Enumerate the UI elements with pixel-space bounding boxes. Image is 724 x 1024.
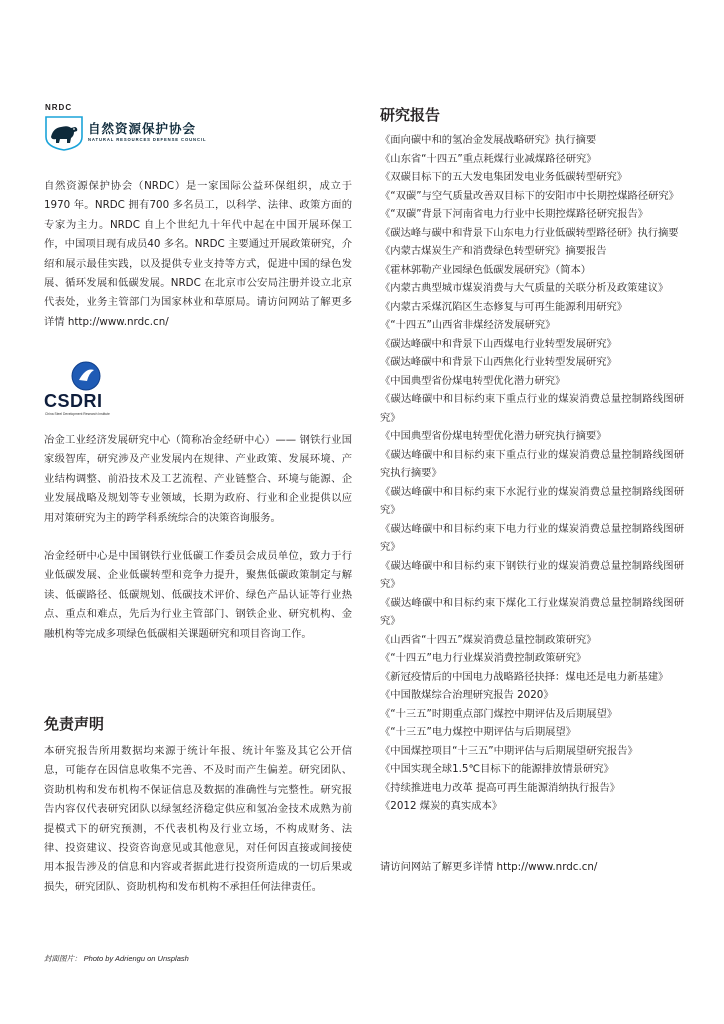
report-item: 《新冠疫情后的中国电力战略路径抉择：煤电还是电力新基建》: [380, 670, 669, 683]
report-item: 《持续推进电力改革 提高可再生能源消纳执行报告》: [380, 781, 621, 794]
reports-list: [380, 131, 684, 816]
report-item: 《内蒙古煤炭生产和消费绿色转型研究》摘要报告: [380, 245, 607, 257]
disclaimer-text: 本研究报告所用数据均来源于统计年报、统计年鉴及其它公开信息，可能存在因信息收集不完善、不及时而产生偏差。研究团队、资助机构和发布机构不保证信息及数据的准确性与完整性。研究报告内容仅代表研究团队以绿氢经济稳定供应和氢冶金技术成熟为前提模式下的研究预测，不代表机构及行业立场，不构成财务、法律、投资建议、投资咨询意见或其他意见，对任何因直接或间接使用本报告涉及的信息和内容或者据此进行投资所造成的一切后果或损失，研究团队、资助机构和发布机构不承担任何法律责任。: [44, 745, 352, 893]
report-item: 《双碳目标下的五大发电集团发电业务低碳转型研究》: [380, 171, 628, 183]
csdri-emblem-icon: [70, 361, 102, 391]
report-item: 《碳达峰碳中和目标约束下水泥行业的煤炭消费总量控制路线图研究》: [380, 485, 684, 516]
csdri-logo-subtitle: China Steel Development Research Institute: [45, 412, 110, 416]
report-item: 《碳达峰碳中和背景下山西煤电行业转型发展研究》: [380, 337, 617, 350]
nrdc-name-en: NATURAL RESOURCES DEFENSE COUNCIL: [88, 137, 207, 142]
report-item: 《“十三五”时期重点部门煤控中期评估及后期展望》: [380, 707, 618, 720]
nrdc-logo: [44, 103, 244, 151]
report-item: 《霍林郭勒产业园绿色低碳发展研究》（简本）: [380, 263, 592, 276]
nrdc-description: 自然资源保护协会（NRDC）是一家国际公益环保组织，成立于1970 年。NRDC 拥有700 多名员工，以科学、法律、政策方面的专家为主力。NRDC 自上个世纪九十年代中起在中国开展环保工作，中国项目现有成员40 多名。NRDC 主要通过开展政策研究，介绍和展示最佳实践，以及提供专业支持等方式，促进中国的绿色发展、循环发展和低碳发展。NRDC 在北京市公安局注册并设立北京代表处，业务主管部门为国家林业和草原局。请访问网站了解更多详情 http://www.nrdc.cn/: [44, 180, 352, 328]
report-item: 《中国典型省份煤电转型优化潜力研究执行摘要》: [380, 430, 607, 442]
report-item: 《碳达峰碳中和目标约束下重点行业的煤炭消费总量控制路线图研究》: [380, 393, 684, 424]
report-item: 《山西省“十四五”煤炭消费总量控制政策研究》: [380, 633, 597, 646]
nrdc-logo-label: NRDC: [45, 103, 73, 112]
report-item: 《内蒙古采煤沉陷区生态修复与可再生能源利用研究》: [380, 300, 628, 313]
report-item: 《“十三五”电力煤控中期评估与后期展望》: [380, 726, 577, 738]
report-item: 《碳达峰碳中和目标约束下电力行业的煤炭消费总量控制路线图研究》: [380, 522, 684, 553]
report-item: 《中国实现全球1.5℃目标下的能源排放情景研究》: [380, 763, 614, 775]
report-item: 《山东省“十四五”重点耗煤行业减煤路径研究》: [380, 152, 597, 165]
report-item: 《2012 煤炭的真实成本》: [380, 800, 503, 812]
photo-credit: 封面图片： Photo by Adriengu on Unsplash: [44, 954, 189, 963]
report-item: 《“十四五”山西省非煤经济发展研究》: [380, 319, 556, 331]
report-item: 《内蒙古典型城市煤炭消费与大气质量的关联分析及政策建议》: [380, 282, 669, 294]
report-item: 《中国典型省份煤电转型优化潜力研究》: [380, 374, 566, 387]
csdri-description-2: 冶金经研中心是中国钢铁行业低碳工作委员会成员单位，致力于行业低碳发展、企业低碳转型和竞争力提升，聚焦低碳政策制定与解读、低碳路径、低碳规划、低碳技术评价、绿色产品认证等行业热点、重点和难点，先后为行业主管部门、钢铁企业、研究机构、金融机构等完成多项绿色低碳相关课题研究和项目咨询工作。: [44, 550, 352, 640]
report-item: 《“十四五”电力行业煤炭消费控制政策研究》: [380, 652, 587, 664]
report-item: 《碳达峰碳中和目标约束下钢铁行业的煤炭消费总量控制路线图研究》: [380, 559, 684, 590]
disclaimer-title: 免责声明: [44, 715, 105, 733]
reports-footer-link[interactable]: 请访问网站了解更多详情 http://www.nrdc.cn/: [380, 861, 598, 873]
polar-bear-icon: [44, 115, 84, 151]
reports-title: 研究报告: [380, 106, 441, 124]
csdri-logo: [44, 361, 154, 417]
report-item: 《中国散煤综合治理研究报告 2020》: [380, 689, 554, 701]
nrdc-name-cn: 自然资源保护协会: [88, 121, 197, 136]
report-item: 《面向碳中和的氢冶金发展战略研究》执行摘要: [380, 134, 597, 146]
report-item: 《碳达峰碳中和背景下山西焦化行业转型发展研究》: [380, 356, 617, 368]
report-item: 《“双碳”与空气质量改善双目标下的安阳市中长期控煤路径研究》: [380, 189, 679, 202]
csdri-logo-word: CSDRI: [44, 391, 103, 411]
report-item: 《碳达峰与碳中和背景下山东电力行业低碳转型路径研》执行摘要: [380, 226, 679, 239]
report-item: 《碳达峰碳中和目标约束下重点行业的煤炭消费总量控制路线图研究执行摘要》: [380, 448, 684, 479]
report-item: 《碳达峰碳中和目标约束下煤化工行业煤炭消费总量控制路线图研究》: [380, 596, 684, 627]
csdri-description-1: 冶金工业经济发展研究中心（简称冶金经研中心）—— 钢铁行业国家级智库，研究涉及产业发展内在规律、产业政策、发展环境、产业结构调整、前沿技术及工艺流程、产业链整合、环境与能源、企业发展战略及规划等专业领域，长期为政府、行业和企业提供以应用对策研究为主的跨学科系统综合的决策咨询服务。: [44, 434, 352, 524]
report-item: 《“双碳”背景下河南省电力行业中长期控煤路径研究报告》: [380, 208, 649, 220]
report-item: 《中国煤控项目“十三五”中期评估与后期展望研究报告》: [380, 744, 638, 757]
